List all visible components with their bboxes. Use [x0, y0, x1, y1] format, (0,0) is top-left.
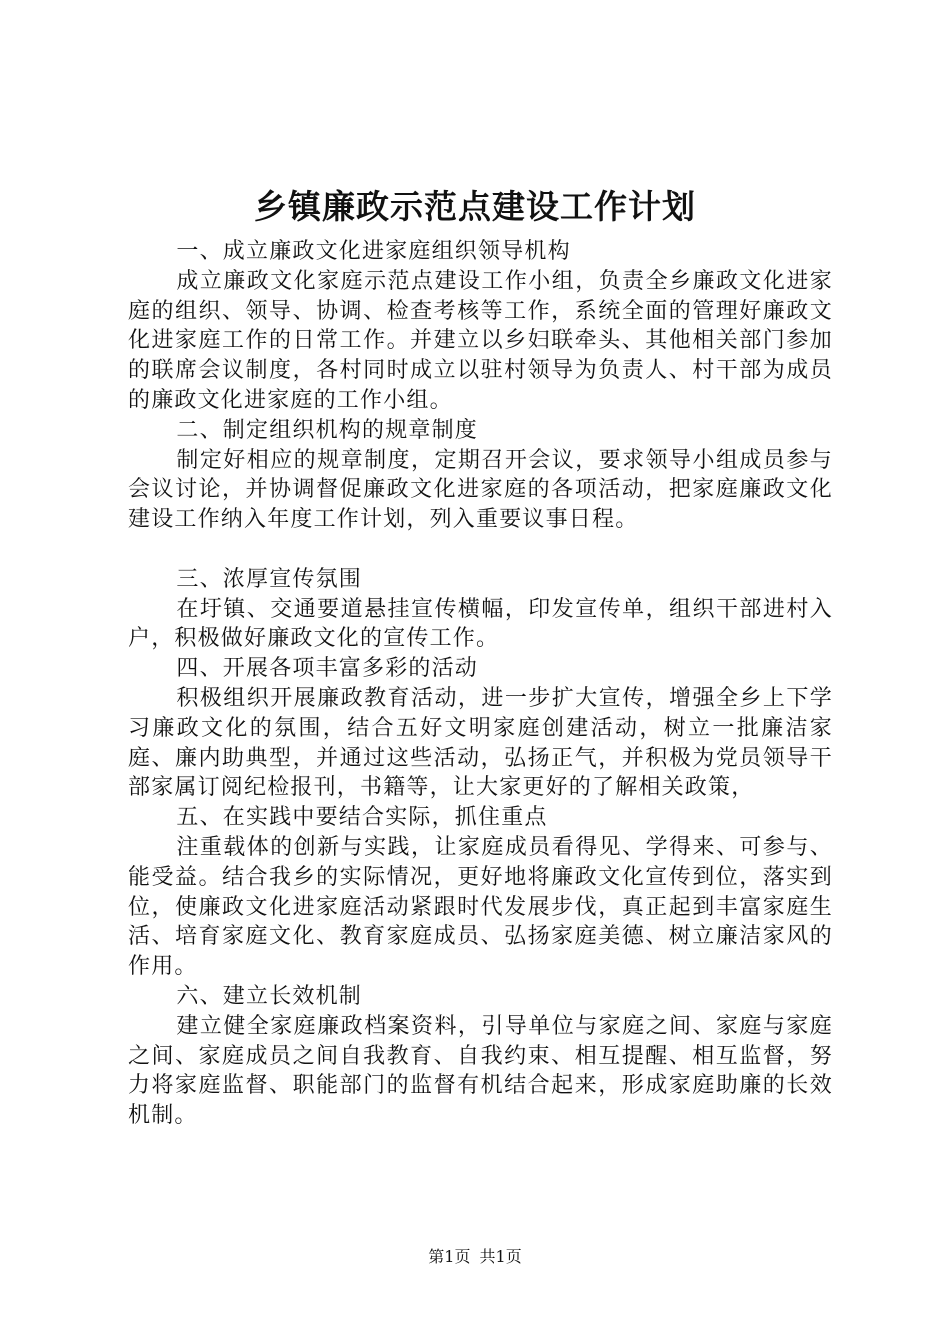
section-paragraph: 积极组织开展廉政教育活动，进一步扩大宣传，增强全乡上下学习廉政文化的氛围，结合五好文明家庭创建活动，树立一批廉洁家庭、廉内助典型，并通过这些活动，弘扬正气，并积极为党员领导干部家属订阅纪检报刊，书籍等，让大家更好的了解相关政策，: [128, 685, 833, 801]
page-footer: [0, 1244, 950, 1267]
section-paragraph: 成立廉政文化家庭示范点建设工作小组，负责全乡廉政文化进家庭的组织、领导、协调、检查考核等工作，系统全面的管理好廉政文化进家庭工作的日常工作。并建立以乡妇联牵头、其他相关部门参加的联席会议制度，各村同时成立以驻村领导为负责人、村干部为成员的廉政文化进家庭的工作小组。: [128, 268, 833, 413]
page-total: 共1页: [479, 1247, 522, 1266]
paragraph-spacer: [128, 535, 833, 565]
page-number: 第1页: [428, 1247, 471, 1266]
page-title: 乡镇廉政示范点建设工作计划: [254, 187, 696, 226]
section-heading: 二、制定组织机构的规章制度: [176, 417, 478, 443]
section-heading: 三、浓厚宣传氛围: [176, 566, 362, 592]
section-heading: 一、成立廉政文化进家庭组织领导机构: [176, 239, 571, 264]
section-paragraph: 注重载体的创新与实践，让家庭成员看得见、学得来、可参与、能受益。结合我乡的实际情况，更好地将廉政文化宣传到位，落实到位，使廉政文化进家庭活动紧跟时代发展步伐，真正起到丰富家庭生活、培育家庭文化、教育家庭成员、弘扬家庭美德、树立廉洁家风的作用。: [128, 834, 833, 980]
document-body: [128, 237, 833, 1131]
section-paragraph: 建立健全家庭廉政档案资料，引导单位与家庭之间、家庭与家庭之间、家庭成员之间自我教育、自我约束、相互提醒、相互监督，努力将家庭监督、职能部门的监督有机结合起来，形成家庭助廉的长效机制。: [128, 1013, 833, 1129]
section-heading: 五、在实践中要结合实际，抓住重点: [176, 805, 548, 831]
section-paragraph: 在圩镇、交通要道悬挂宣传横幅，印发宣传单，组织干部进村入户，积极做好廉政文化的宣传工作。: [128, 596, 833, 652]
section-heading: 四、开展各项丰富多彩的活动: [176, 656, 478, 682]
section-heading: 六、建立长效机制: [176, 983, 362, 1009]
section-paragraph: 制定好相应的规章制度，定期召开会议，要求领导小组成员参与会议讨论，并协调督促廉政文化进家庭的各项活动，把家庭廉政文化建设工作纳入年度工作计划，列入重要议事日程。: [128, 447, 833, 533]
